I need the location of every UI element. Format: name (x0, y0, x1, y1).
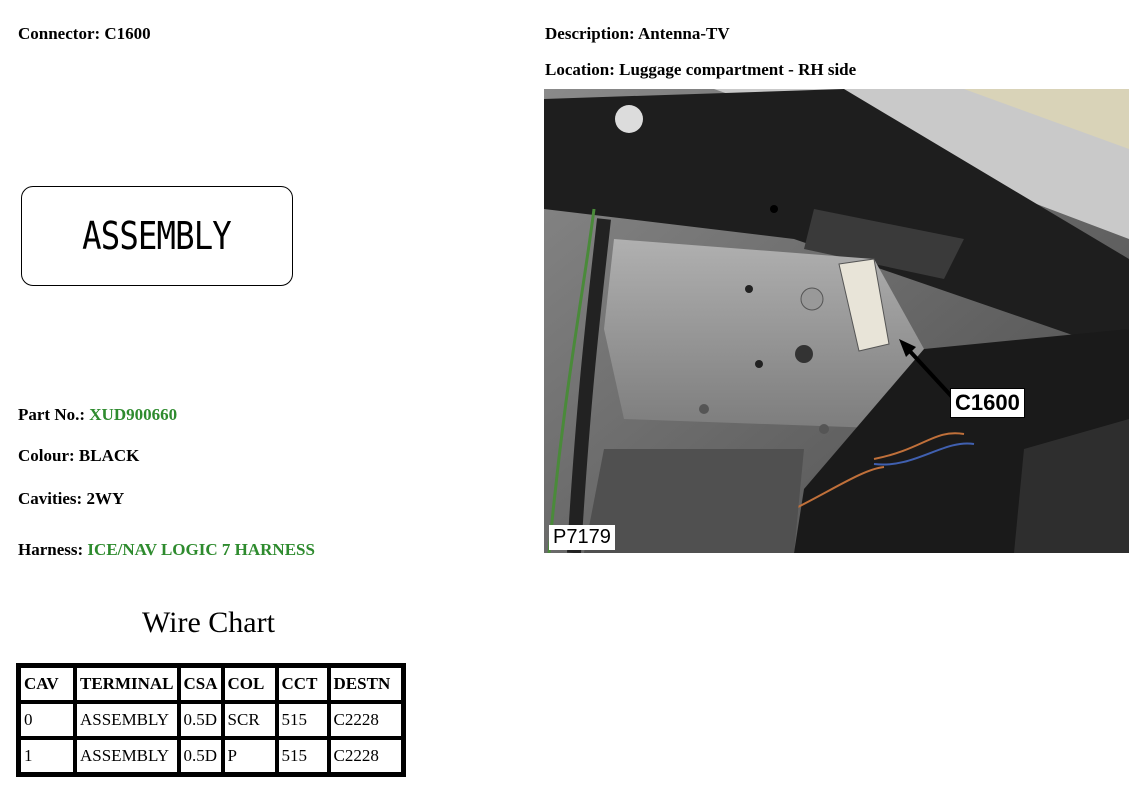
cell-csa: 0.5D (179, 702, 223, 738)
harness-label: Harness: (18, 540, 84, 559)
header-cct: CCT (277, 666, 329, 702)
cell-cct: 515 (277, 738, 329, 774)
table-row (19, 738, 403, 774)
part-no-field (18, 405, 177, 425)
colour-label: Colour: (18, 446, 75, 465)
connector-location-photo (544, 89, 1129, 553)
header-destn: DESTN (329, 666, 403, 702)
colour-value: BLACK (78, 446, 140, 465)
cell-cav: 1 (19, 738, 75, 774)
cavities-field (18, 489, 124, 509)
cell-destn: C2228 (329, 702, 403, 738)
assembly-label: ASSEMBLY (82, 214, 232, 258)
colour-field (18, 446, 139, 466)
connector-label: Connector: (18, 24, 101, 43)
cell-destn: C2228 (329, 738, 403, 774)
cell-terminal: ASSEMBLY (75, 702, 179, 738)
part-no-label: Part No.: (18, 405, 86, 424)
wire-chart-header-row (19, 666, 403, 702)
assembly-diagram (21, 186, 293, 286)
cavities-label: Cavities: (18, 489, 83, 508)
harness-field (18, 540, 315, 560)
table-row (19, 702, 403, 738)
cell-terminal: ASSEMBLY (75, 738, 179, 774)
cell-col: P (223, 738, 277, 774)
header-col: COL (223, 666, 277, 702)
wire-chart-title: Wire Chart (142, 606, 275, 639)
description-value: Antenna-TV (638, 24, 730, 43)
location-field (545, 60, 856, 80)
header-csa: CSA (179, 666, 223, 702)
connector-field (18, 24, 151, 44)
photo-callout-label: C1600 (950, 388, 1025, 418)
cell-cav: 0 (19, 702, 75, 738)
cavities-value: 2WY (86, 489, 125, 508)
location-value: Luggage compartment - RH side (619, 60, 857, 79)
photo-code-label: P7179 (549, 525, 615, 550)
harness-link[interactable]: ICE/NAV LOGIC 7 HARNESS (87, 540, 315, 559)
connector-value: C1600 (104, 24, 151, 43)
header-terminal: TERMINAL (75, 666, 179, 702)
description-label: Description: (545, 24, 635, 43)
cell-cct: 515 (277, 702, 329, 738)
cell-col: SCR (223, 702, 277, 738)
wire-chart-table (16, 663, 406, 777)
part-no-link[interactable]: XUD900660 (89, 405, 178, 424)
header-cav: CAV (19, 666, 75, 702)
photo-illustration (544, 89, 1129, 553)
cell-csa: 0.5D (179, 738, 223, 774)
location-label: Location: (545, 60, 615, 79)
description-field (545, 24, 730, 44)
